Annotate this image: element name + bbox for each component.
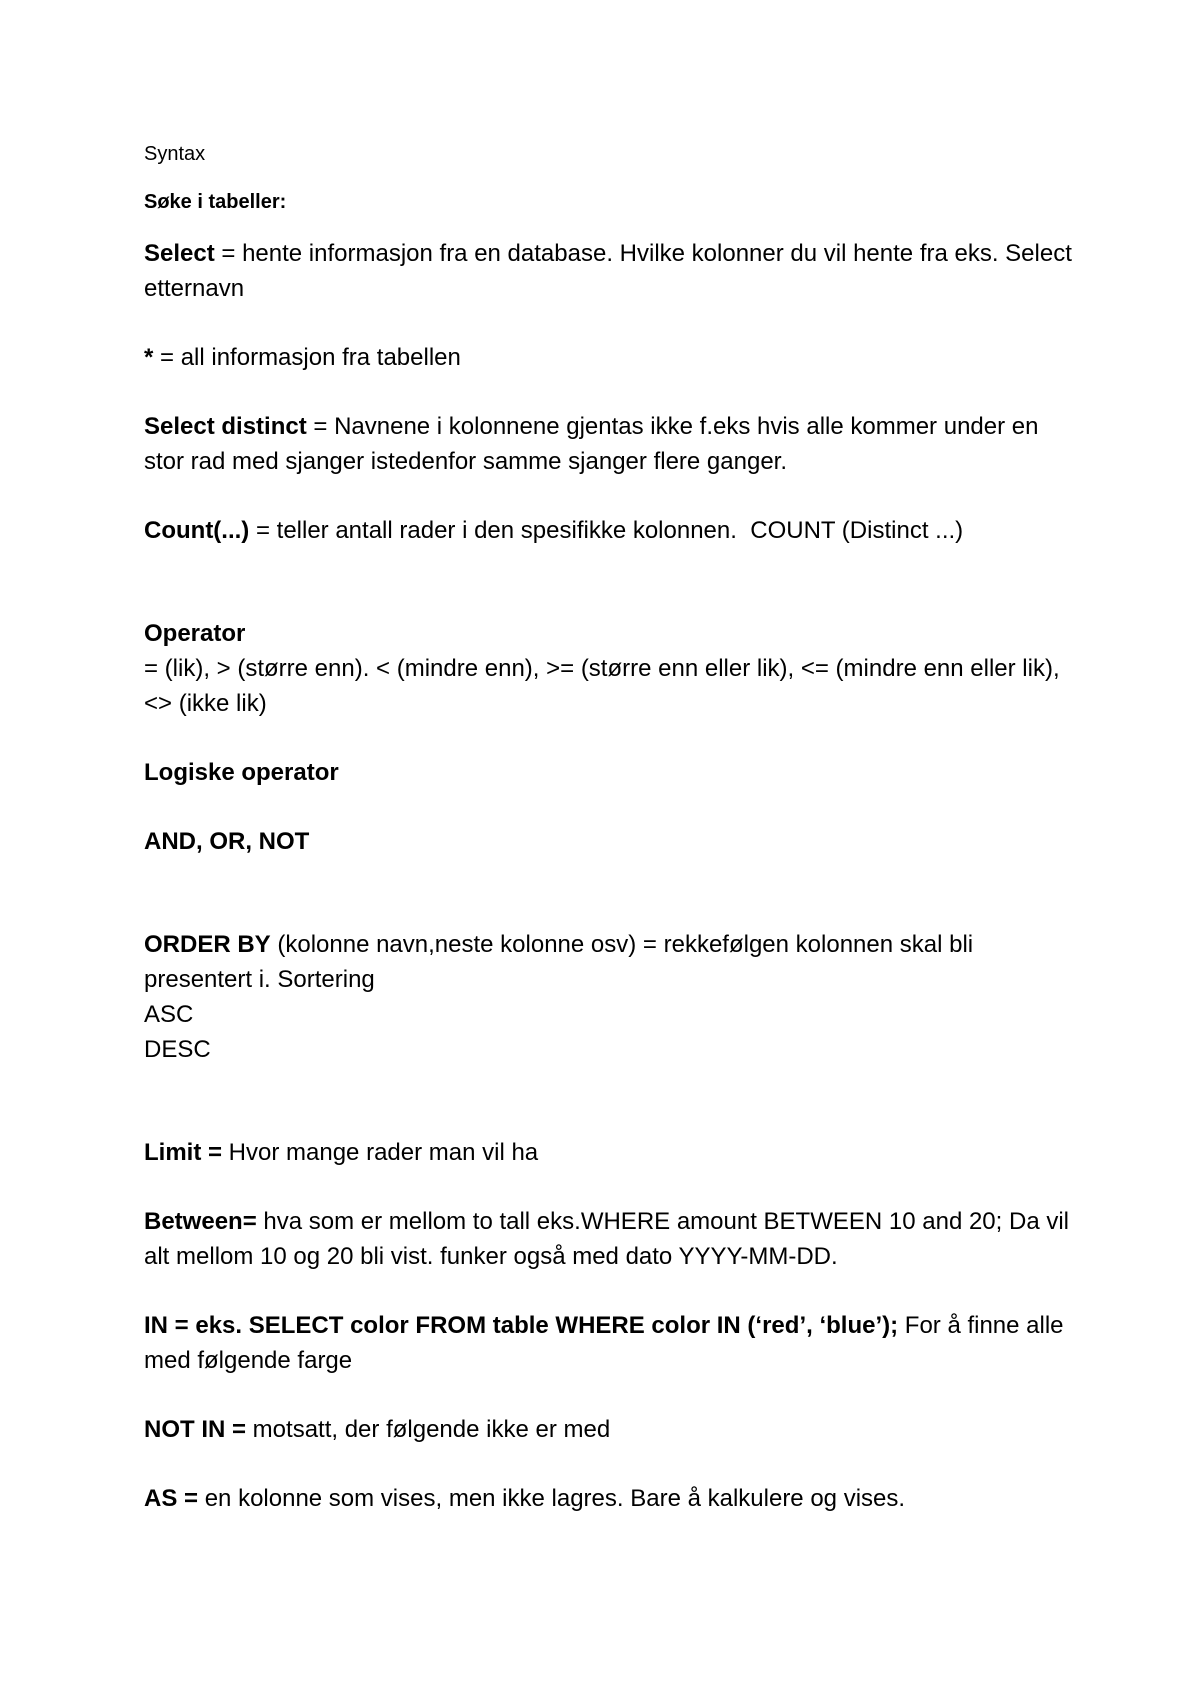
entry-text: (kolonne navn,neste kolonne osv) = rekkefølgen kolonnen skal bli presentert i. Sortering [144, 931, 980, 993]
entry-term: NOT IN = [144, 1416, 247, 1443]
entry-term: Count(...) [144, 517, 250, 544]
entry-count [144, 513, 1074, 548]
entry-term: Limit = [144, 1139, 223, 1166]
entry-in [144, 1308, 1074, 1378]
entry-term: Logiske operator [144, 759, 339, 786]
entry-text: = Navnene i kolonnene gjentas ikke f.eks hvis alle kommer under en stor rad med sjanger istedenfor samme sjanger flere ganger. [144, 413, 1046, 475]
entry-text: = hente informasjon fra en database. Hvilke kolonner du vil hente fra eks. Select etternavn [144, 240, 1079, 302]
entry-term: Operator [144, 620, 246, 647]
entry-term: ORDER BY [144, 931, 271, 958]
entry-term: Select [144, 240, 215, 267]
entry-as [144, 1481, 1074, 1516]
document-content [144, 140, 1079, 1550]
entry-text: Hvor mange rader man vil ha [222, 1139, 539, 1166]
entry-text: = teller antall rader i den spesifikke kolonnen. COUNT (Distinct ...) [249, 517, 964, 544]
entry-between [144, 1204, 1074, 1274]
entry-text: motsatt, der følgende ikke er med [246, 1416, 611, 1443]
entry-distinct [144, 409, 1074, 479]
entry-logical-heading [144, 755, 1074, 790]
section-heading: Søke i tabeller: [144, 191, 287, 213]
entry-term: * [144, 344, 154, 371]
entry-order-asc: ASC [144, 1001, 194, 1028]
entry-text: en kolonne som vises, men ikke lagres. Bare å kalkulere og vises. [198, 1485, 906, 1512]
spacer [144, 893, 1074, 927]
entry-order-by [144, 927, 1074, 997]
entry-text: For å finne alle med følgende farge [144, 1312, 1071, 1374]
entry-operator-heading [144, 616, 1074, 651]
entry-not-in [144, 1412, 1074, 1447]
entry-term: IN = eks. SELECT color FROM table WHERE color IN (‘red’, ‘blue’); [144, 1312, 899, 1339]
entry-text: hva som er mellom to tall eks.WHERE amount BETWEEN 10 and 20; Da vil alt mellom 10 og 20 bli vist. funker også med dato YYYY-MM-DD. [144, 1208, 1076, 1270]
entry-operator-text: = (lik), > (større enn). < (mindre enn), >= (større enn eller lik), <= (mindre enn eller lik), <> (ikke lik) [144, 655, 1067, 717]
entry-term: Between= [144, 1208, 257, 1235]
spacer [144, 1101, 1074, 1135]
document-title: Syntax [144, 143, 206, 165]
entry-star [144, 340, 1074, 375]
entry-term: AS = [144, 1485, 199, 1512]
spacer [144, 582, 1074, 616]
entry-limit [144, 1135, 1074, 1170]
entry-term: AND, OR, NOT [144, 828, 310, 855]
entry-term: Select distinct [144, 413, 307, 440]
entry-text: = all informasjon fra tabellen [153, 344, 461, 371]
entry-order-desc: DESC [144, 1036, 211, 1063]
entry-logical-values [144, 824, 1074, 859]
entry-select [144, 236, 1079, 306]
